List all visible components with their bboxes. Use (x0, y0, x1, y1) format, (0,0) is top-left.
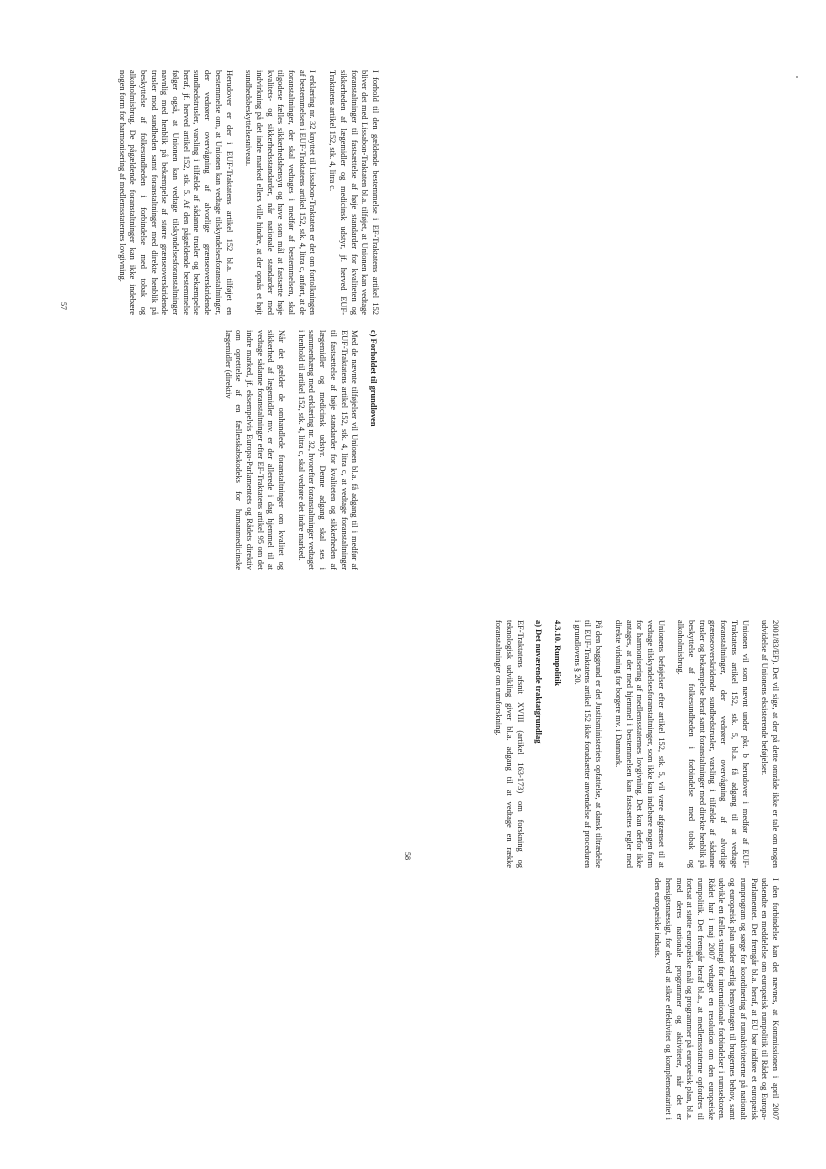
page-58-left-column (484, 620, 780, 868)
paragraph: I den forbindelse kan det nævnes, at Kommissionen i april 2007 udsendte en meddelelse om europæisk rumpolitik til Rådet og Europa-Parlamentet. Det fremgår bl.a. heraf, at EU bør indføre et europæisk rumprogram og sørge for koordinering af rumaktiviteterne på nationalt og europæisk plan under særlig hensyntagen til brugernes behov, samt udvikle en fælles strategi for internationale forbindelser i rumsektoren. Rådet har i maj 2007 vedtaget en resolution om den europæiske rumpolitik. Det fremgår heraf bl.a., at medlemsstaterne opfordres til fortsat at støtte europæiske mål og programmer på europæisk plan, bl.a. med deres nationale programmer og aktiviteter, når det er hensigtsmæssigt, for derved at sikre effektivitet og komplementaritet i den europæiske indsats. (653, 878, 780, 1120)
paragraph: EF-Traktatens afsnit XVIII (artikel 163-173) om forskning og teknologisk udvikling giver bl.a. adgang til at vedtage en række foranstaltninger om rumforskning. (494, 620, 525, 868)
page-57-right-column (213, 330, 380, 570)
page-57-left-column (107, 70, 380, 315)
section-heading: a) Det nuværende traktatgrundlag (534, 620, 544, 744)
paragraph: I erklæring nr. 32 knyttet til Lissabon-Traktaten er det om fortolkningen af bestemmelsen i EUF-Traktatens artikel 152, stk. 4, litra c, anført, at de foranstaltninger, der skal vedtages i medfør af bestemmelsen, skal tilgodese fælles sikkerhedshensyn og have som mål at fastsætte høje kvalitets- og sikkerhedsstandarder, når nationale standarder med indvirkning på det indre marked ellers ville hindre, at der opnås et højt sundhedsbeskyttelsesniveau. (244, 70, 318, 315)
paragraph: Herudover er der i EUF-Traktatens artikel 152 bl.a. tilføjet en bestemmelse om, at Unionen kan vedtage tilskyndelsesforanstaltninger, der vedrører overvågning af alvorlige grænseoverskridende sundhedstrusler, varsling i tilfælde af sådanne trusler og bekæmpelse heraf, jf. herved artikel 152, stk. 5. Af den pågældende bestemmelse følger også, at Unionen kan vedtage tilskyndelsesforanstaltninger navnlig med henblik på bekæmpelse af større grænseoverskridende trusler mod sundheden samt foranstaltninger med direkte henblik på beskyttelse af folkesundheden i forbindelse med tobak og alkoholmisbrug. De pågældende foranstaltninger kan ikke indebære nogen form for harmonisering af medlemsstaternes lovgivning. (117, 70, 234, 315)
paragraph: Når det gælder de omhandlede foranstaltninger om kvalitet og sikkerhed af lægemidler mv. er der allerede i dag hjemmel til at vedtage sådanne foranstaltninger efter EF-Traktatens artikel 95 om det indre marked, jf. eksempelvis Europa-Parlamentets og Rådets direktiv om oprettelse af en fællesskabskodeks for humanmedicinske lægemidler (direktiv (223, 330, 287, 570)
section-heading: 4.3.10. Rumpolitik (553, 620, 563, 687)
paragraph: Unionen vil som nævnt under pkt. b herudover i medfør af EUF-Traktatens artikel 152, stk. 5, bl.a. få adgang til at vedtage foranstaltninger, der vedrører overvågning af alvorlige grænseoverskridende sundhedstrusler, varsling i tilfælde af sådanne trusler og bekæmpelse heraf samt foranstaltninger med direkte henblik på beskyttelse af folkesundheden i forbindelse med tobak og alkoholmisbrug. (676, 620, 750, 868)
scan-speck (796, 76, 798, 78)
page-number: 57 (59, 302, 68, 310)
paragraph: Unionens beføjelser efter artikel 152, stk. 5, vil være afgrænset til at vedtage tilskyndelsesforanstaltninger, som ikke kan indebære nogen form for harmonisering af medlemsstaternes lovgivning. Det kan derfor ikke antages, at der med hjemmel i bestemmelsen kan fastsættes regler med direkte virkning for borgere mv. i Danmark. (613, 620, 666, 868)
paragraph: 2001/83/EF). Det vil sige, at der på dette område ikke er tale om nogen udvidelse af Unionens eksisterende beføjelser. (760, 620, 780, 868)
paragraph: Med de nævnte tilføjelser vil Unionen bl.a. få adgang til i medfør af EUF-Traktatens artikel 152, stk. 4, litra c, at vedtage foranstaltninger til fastsættelse af høje standarder for kvaliteten og sikkerheden af lægemidler og medicinsk udstyr. Denne adgang skal ses i sammenhæng med erklæring nr. 32, hvorefter foranstaltninger vedtaget i henhold til artikel 152, stk. 4, litra c, skal vedrøre det indre marked. (296, 330, 360, 570)
paragraph: I forhold til den gældende bestemmelse i EF-Traktatens artikel 152 bliver det med Lissabon-Traktaten bl.a. tilføjet, at Unionen kan vedtage foranstaltninger til fastsættelse af høje standarder for kvaliteten og sikkerheden af lægemidler og medicinsk udstyr, jf. herved EUF-Traktatens artikel 152, stk. 4, litra c. (328, 70, 380, 315)
paragraph: På den baggrund er det Justitsministeriets opfattelse, at dansk tiltrædelse til EUF-Traktatens artikel 152 ikke forudsætter anvendelse af proceduren i grundlovens § 20. (572, 620, 604, 868)
page-58 (403, 620, 780, 1120)
page-number: 58 (403, 852, 412, 860)
page-57 (59, 70, 380, 570)
section-heading: c) Forholdet til grundloven (369, 330, 378, 427)
page-58-right-column (643, 878, 780, 1120)
